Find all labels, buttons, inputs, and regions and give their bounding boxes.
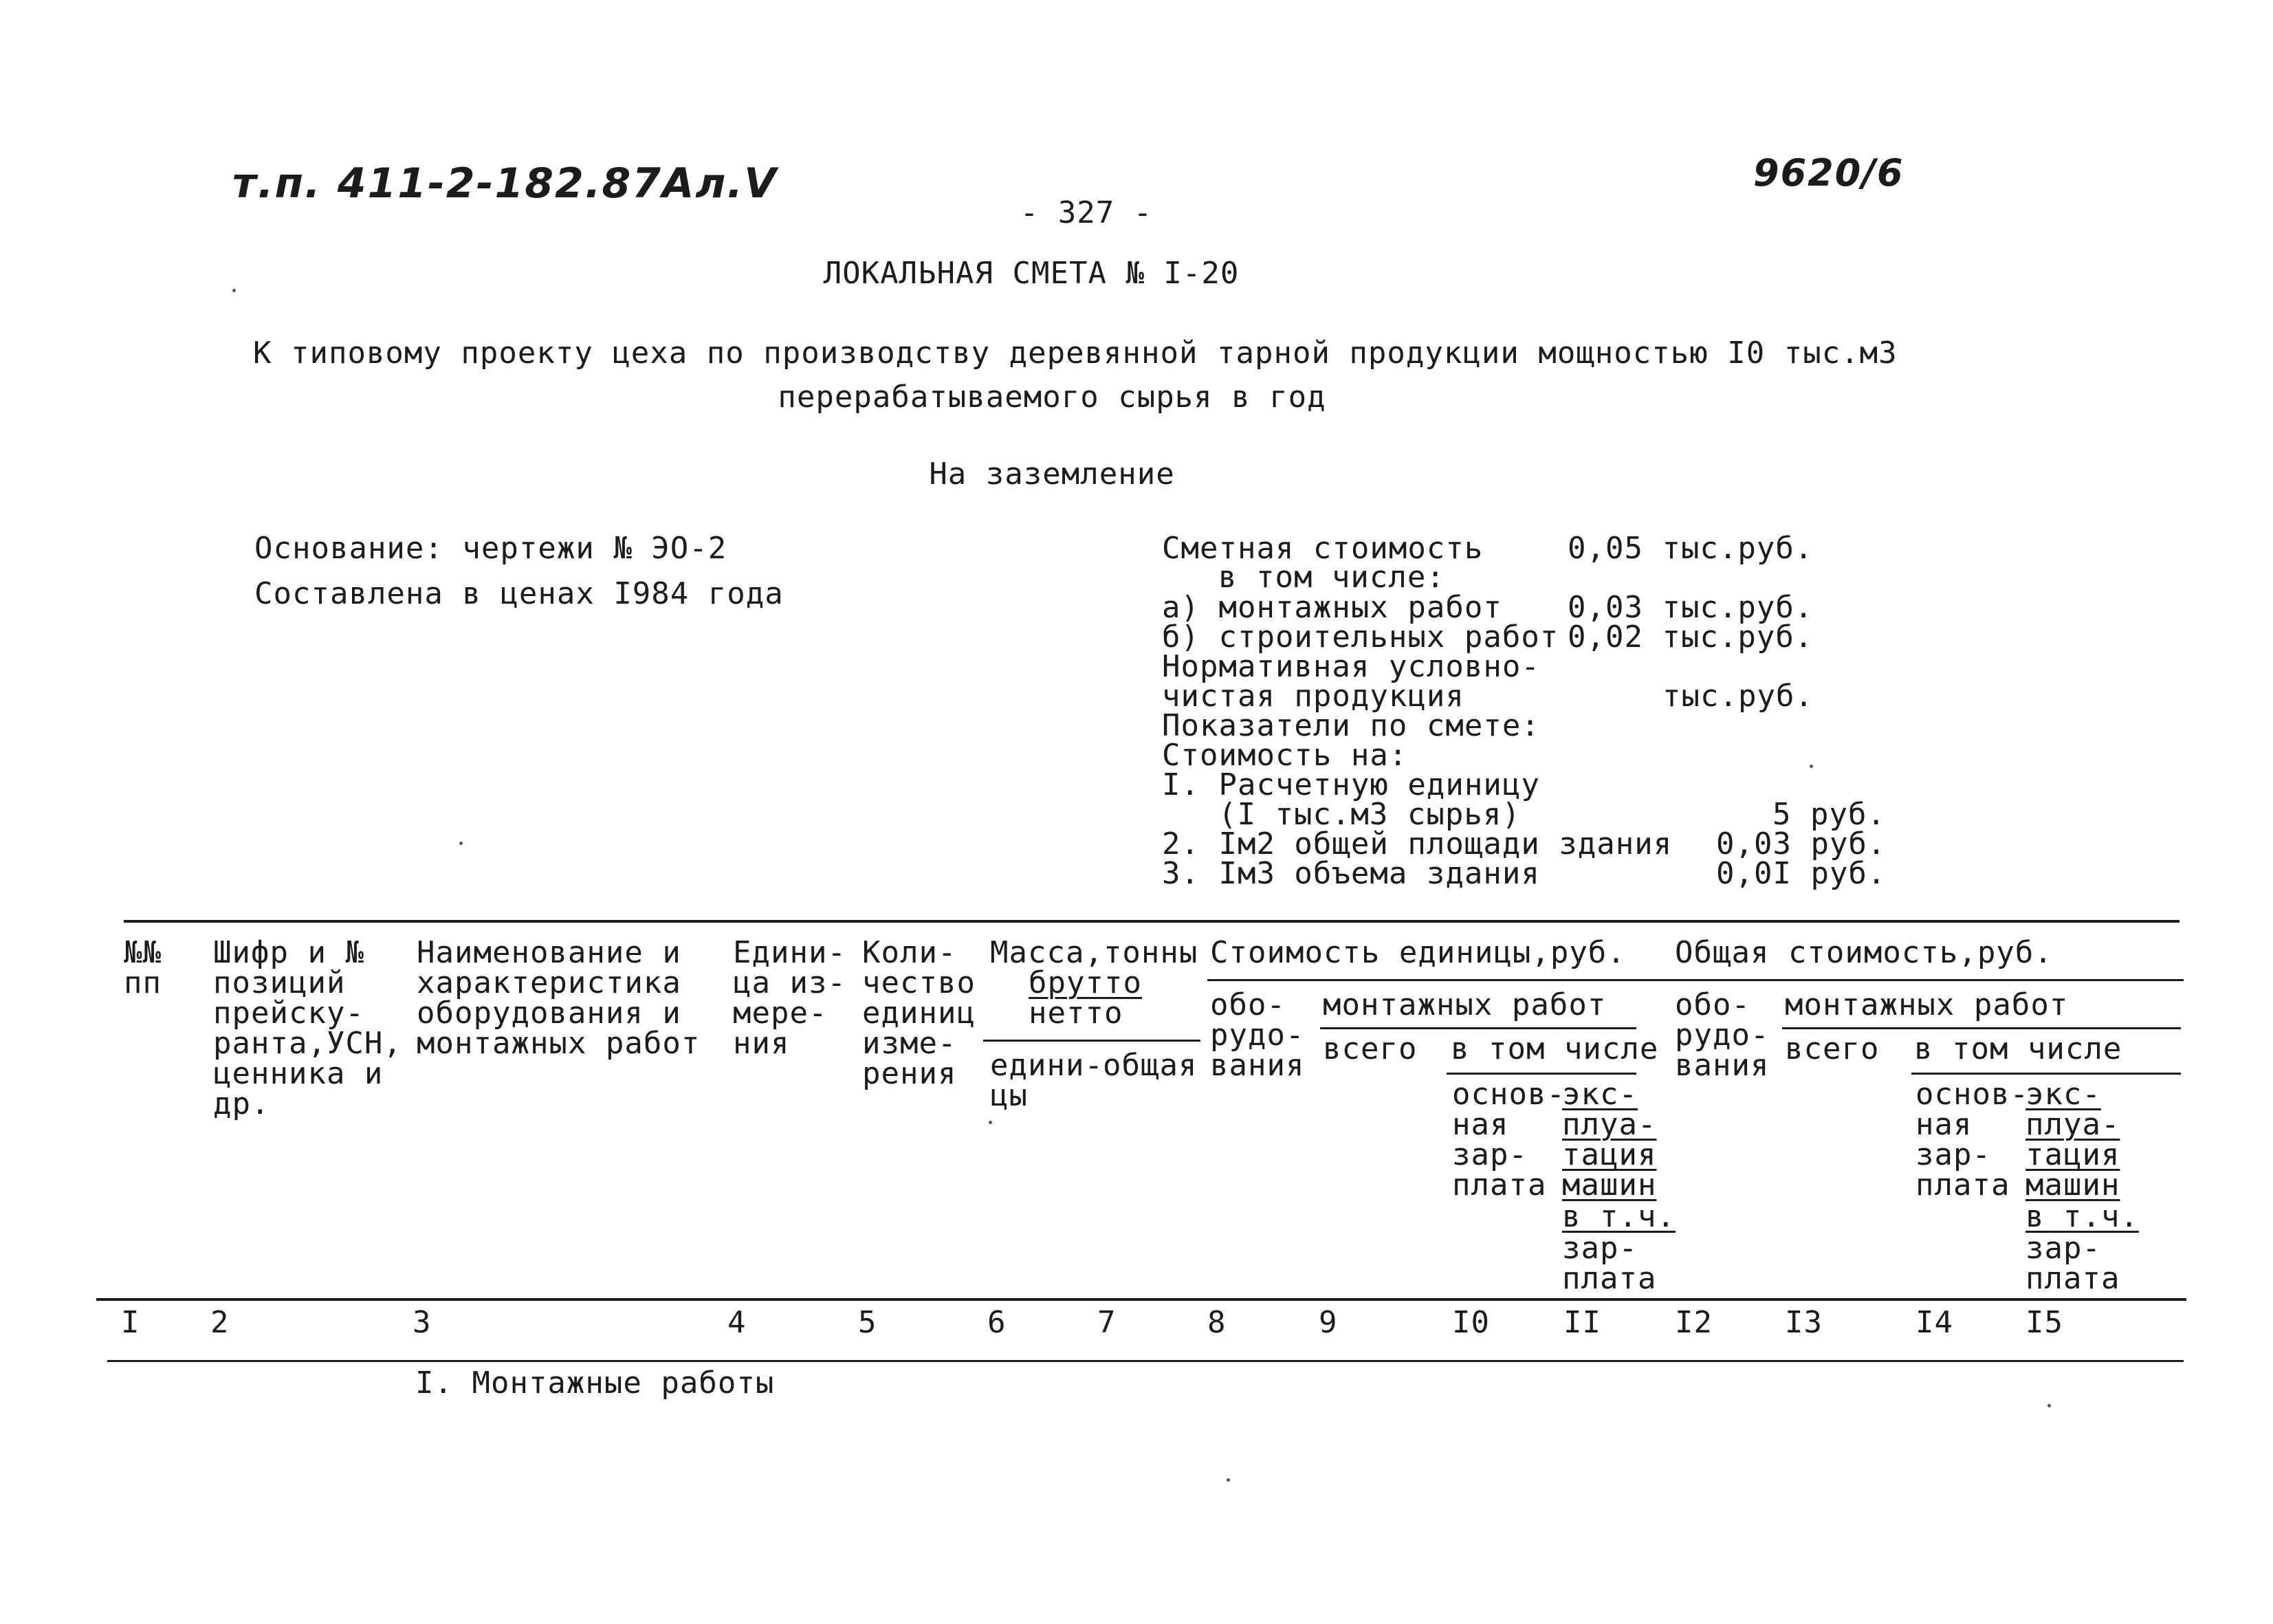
column-number: 7 <box>1097 1305 1117 1340</box>
build-cost-value: 0,02 тыс.руб. <box>1568 619 1814 655</box>
unit-incl-divider <box>1447 1073 1636 1075</box>
indicator-1-label: I. Расчетную единицу <box>1162 767 1540 802</box>
column-number: 4 <box>727 1305 747 1340</box>
scan-speck <box>1810 765 1813 768</box>
cost-on-label: Стоимость на: <box>1162 738 1408 773</box>
col-quantity-header: Коли- чество единиц изме- рения <box>862 935 976 1091</box>
norm-label-2: чистая продукция <box>1162 679 1464 714</box>
col-number-header: №№ пп <box>124 935 162 1000</box>
column-number: 6 <box>987 1305 1007 1340</box>
table-top-rule <box>124 920 2179 923</box>
indicator-1-sublabel: (I тыс.м3 сырья) <box>1218 797 1521 832</box>
total-incl-divider <box>1911 1073 2181 1075</box>
col-unit-including: в том числе <box>1451 1031 1659 1066</box>
page-number: - 327 - <box>1020 195 1153 230</box>
subtitle-line-1: К типовому проекту цеха по производству деревянной тарной продукции мощностью I0 тыс.м3 <box>253 336 1898 371</box>
col-unit-machine-exp: экс- плуа- тация машин <box>1562 1077 1657 1203</box>
indicator-3-label: 3. Iм3 объема здания <box>1162 856 1540 891</box>
document-title: ЛОКАЛЬНАЯ СМЕТА № I-20 <box>823 256 1240 291</box>
cost-label: Сметная стоимость <box>1162 531 1484 566</box>
unit-install-divider <box>1320 1027 1636 1029</box>
col-unit-base-salary: основ- ная зар- плата <box>1452 1077 1566 1203</box>
col-unit-equipment: обо- рудо- вания <box>1210 987 1305 1083</box>
col-unit-salary: зар- плата <box>1562 1231 1657 1296</box>
column-number: 8 <box>1207 1305 1227 1340</box>
scan-speck <box>2047 1404 2051 1407</box>
column-number: 5 <box>858 1305 877 1340</box>
column-number: I <box>121 1305 140 1340</box>
scan-speck <box>232 289 236 292</box>
col-total-machine-exp: экс- плуа- тация машин <box>2025 1077 2120 1203</box>
col-total-total: всего <box>1785 1031 1880 1066</box>
col-total-equipment: обо- рудо- вания <box>1675 987 1770 1083</box>
header-bottom-rule <box>96 1298 2186 1301</box>
col-mass-unit: едини- цы <box>990 1048 1103 1113</box>
column-number: 2 <box>210 1305 230 1340</box>
mass-divider <box>983 1040 1200 1042</box>
indicator-2-value: 0,03 руб. <box>1716 826 1887 862</box>
col-name-header: Наименование и характеристика оборудования и монтажных работ <box>417 935 701 1061</box>
cost-value: 0,05 тыс.руб. <box>1568 531 1814 566</box>
column-number: I5 <box>2025 1305 2063 1340</box>
col-total-install: монтажных работ <box>1785 987 2069 1022</box>
col-mass-brutto: брутто <box>1029 965 1142 1000</box>
including-label: в том числе: <box>1218 560 1445 595</box>
column-number: I4 <box>1915 1305 1953 1340</box>
section-title: На заземление <box>929 457 1175 492</box>
handwritten-sheet-number: 9620/6 <box>1753 151 1904 195</box>
norm-value: тыс.руб. <box>1662 679 1814 714</box>
install-cost-value: 0,03 тыс.руб. <box>1568 590 1814 625</box>
indicator-1-value: 5 руб. <box>1772 797 1886 832</box>
scan-speck <box>1227 1478 1230 1482</box>
col-total-including: в том числе <box>1914 1031 2122 1066</box>
handwritten-project-code: т.п. 411-2-182.87Ал.V <box>232 160 778 208</box>
col-total-base-salary: основ- ная зар- плата <box>1915 1077 2029 1203</box>
col-mass-netto: нетто <box>1029 996 1123 1031</box>
column-number: 9 <box>1319 1305 1338 1340</box>
col-unit-incl-salary: в т.ч. <box>1562 1199 1676 1234</box>
section-heading: I. Монтажные работы <box>415 1365 775 1401</box>
scan-speck <box>989 1121 992 1124</box>
column-number: II <box>1563 1305 1601 1340</box>
column-number: I3 <box>1785 1305 1823 1340</box>
col-mass-total: общая <box>1103 1048 1198 1083</box>
col-total-cost-header: Общая стоимость,руб. <box>1675 935 2053 970</box>
column-number: 3 <box>413 1305 432 1340</box>
col-total-salary: зар- плата <box>2025 1231 2120 1296</box>
total-install-divider <box>1782 1027 2181 1029</box>
indicator-2-label: 2. Iм2 общей площади здания <box>1162 826 1673 862</box>
column-number: I0 <box>1452 1305 1490 1340</box>
column-number: I2 <box>1675 1305 1713 1340</box>
col-total-incl-salary: в т.ч. <box>2025 1199 2139 1234</box>
prices-line: Составлена в ценах I984 года <box>254 576 784 611</box>
col-code-header: Шифр и № позиций прейску- ранта,УСН, ценника и др. <box>213 935 402 1121</box>
install-cost-label: а) монтажных работ <box>1162 590 1502 625</box>
subtitle-line-2: перерабатываемого сырья в год <box>778 380 1326 415</box>
basis-line: Основание: чертежи № ЭО-2 <box>254 531 727 566</box>
col-unit-total: всего <box>1323 1031 1418 1066</box>
col-unit-header: Едини- ца из- мере- ния <box>733 935 846 1061</box>
scan-speck <box>459 842 463 845</box>
col-mass-header: Масса,тонны <box>990 935 1198 970</box>
indicators-label: Показатели по смете: <box>1162 708 1540 743</box>
unit-cost-divider <box>1207 979 2184 981</box>
numbers-bottom-rule <box>107 1360 2184 1362</box>
indicator-3-value: 0,0I руб. <box>1716 856 1887 891</box>
build-cost-label: б) строительных работ <box>1162 619 1559 655</box>
norm-label-1: Нормативная условно- <box>1162 649 1540 684</box>
col-unit-install: монтажных работ <box>1323 987 1607 1022</box>
col-unit-cost-header: Стоимость единицы,руб. <box>1210 935 1626 970</box>
